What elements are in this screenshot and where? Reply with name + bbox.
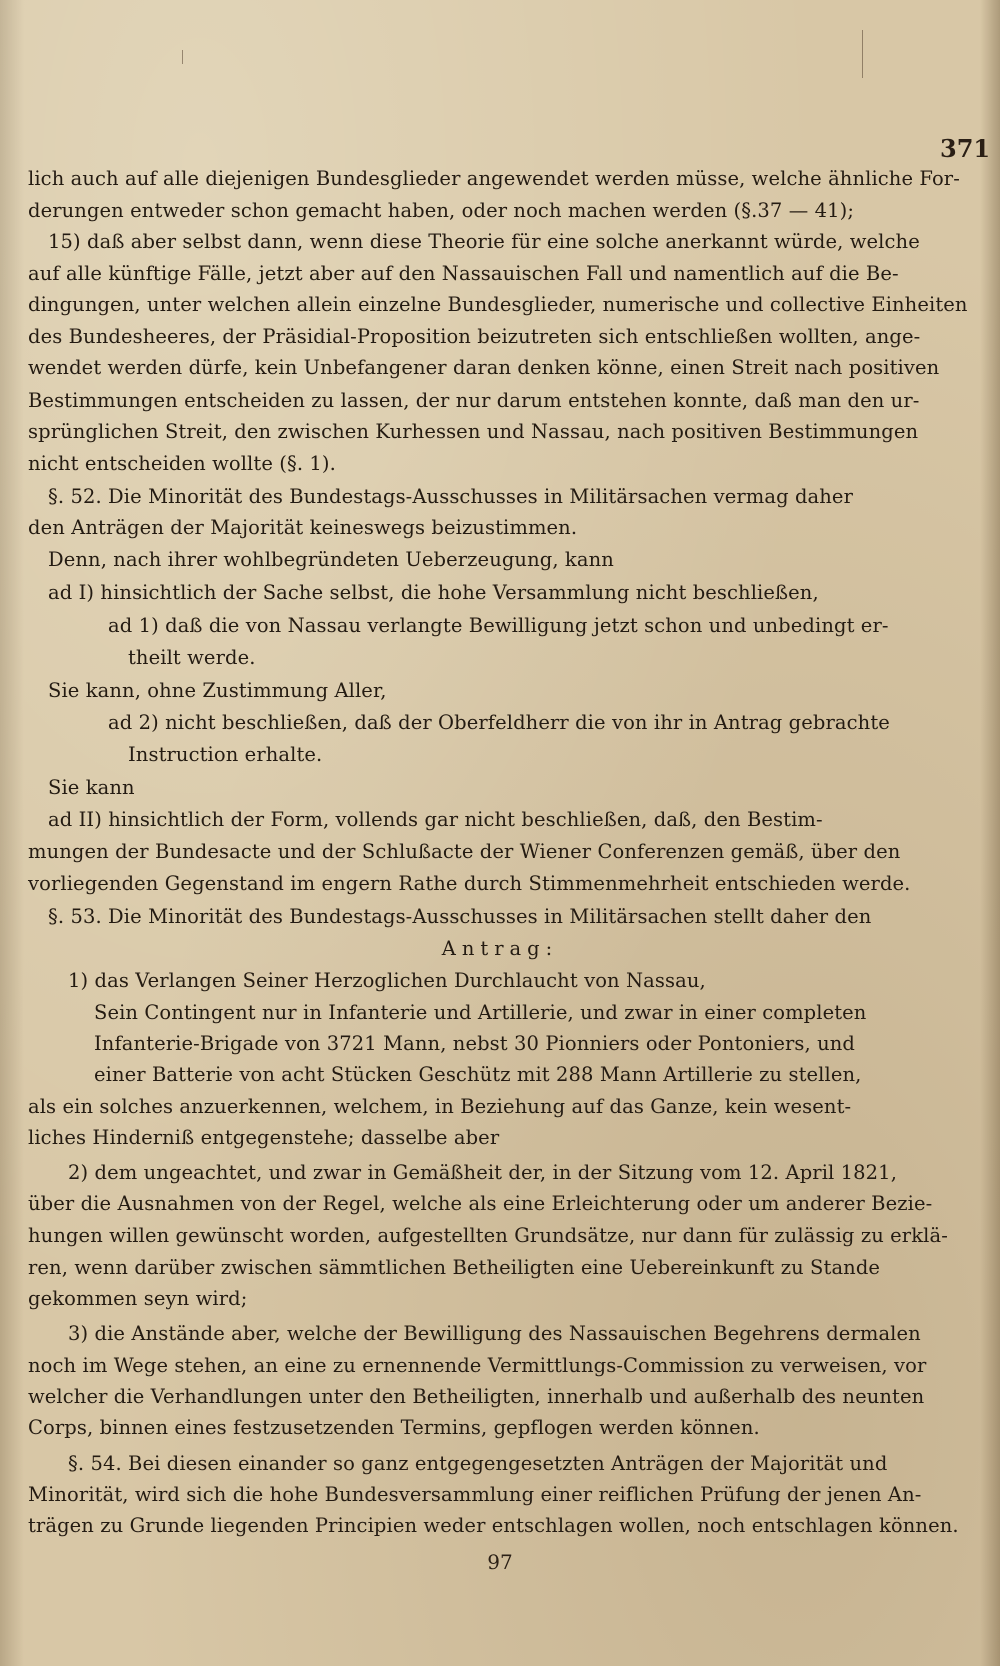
text-line: derungen entweder schon gemacht haben, oder noch machen werden (§.37 — 41); xyxy=(28,199,854,222)
page-number: 371 xyxy=(940,134,991,163)
text-line: über die Ausnahmen von der Regel, welche als eine Erleichterung oder um anderer Bezie- xyxy=(28,1192,933,1215)
text-line: hungen willen gewünscht worden, aufgestellten Grundsätze, nur dann für zulässig zu erklä- xyxy=(28,1224,948,1247)
text-line: gekommen seyn wird; xyxy=(28,1287,248,1310)
text-line: auf alle künftige Fälle, jetzt aber auf den Nassauischen Fall und namentlich auf die Be- xyxy=(28,262,899,285)
text-line: Sie kann, ohne Zustimmung Aller, xyxy=(48,679,387,702)
text-line: 1) das Verlangen Seiner Herzoglichen Durchlaucht von Nassau, xyxy=(68,969,706,992)
text-line: dingungen, unter welchen allein einzelne Bundesglieder, numerische und collective Einheiten xyxy=(28,293,968,316)
text-line: ren, wenn darüber zwischen sämmtlichen Betheiligten eine Uebereinkunft zu Stande xyxy=(28,1256,881,1279)
text-line: des Bundesheeres, der Präsidial-Proposition beizutreten sich entschließen wollten, ange- xyxy=(28,325,921,348)
text-line: Bestimmungen entscheiden zu lassen, der nur darum entstehen konnte, daß man den ur- xyxy=(28,389,920,412)
text-line: Corps, binnen eines festzusetzenden Termins, gepflogen werden können. xyxy=(28,1416,760,1439)
text-line: vorliegenden Gegenstand im engern Rathe durch Stimmenmehrheit entschieden werde. xyxy=(28,872,911,895)
margin-mark xyxy=(862,30,863,78)
text-line: theilt werde. xyxy=(128,646,256,669)
text-line: Instruction erhalte. xyxy=(128,743,323,766)
text-line: ad 1) daß die von Nassau verlangte Bewilligung jetzt schon und unbedingt er- xyxy=(108,614,889,637)
antrag-heading: Antrag: xyxy=(441,937,559,960)
text-line: Minorität, wird sich die hohe Bundesversammlung einer reiflichen Prüfung der jenen An- xyxy=(28,1483,922,1506)
margin-mark xyxy=(182,50,183,64)
text-line: 15) daß aber selbst dann, wenn diese Theorie für eine solche anerkannt würde, welche xyxy=(48,230,920,253)
text-line: trägen zu Grunde liegenden Principien weder entschlagen wollen, noch entschlagen können. xyxy=(28,1514,959,1537)
section-heading-53: §. 53. Die Minorität des Bundestags-Ausschusses in Militärsachen stellt daher den xyxy=(48,905,872,928)
text-line: noch im Wege stehen, an eine zu ernennende Vermittlungs-Commission zu verweisen, vor xyxy=(28,1354,927,1377)
footer-signature: 97 xyxy=(487,1550,513,1574)
text-line: den Anträgen der Majorität keineswegs beizustimmen. xyxy=(28,516,578,539)
text-line: Sein Contingent nur in Infanterie und Artillerie, und zwar in einer completen xyxy=(94,1001,867,1024)
text-line: sprünglichen Streit, den zwischen Kurhessen und Nassau, nach positiven Bestimmungen xyxy=(28,420,919,443)
section-heading-54: §. 54. Bei diesen einander so ganz entgegengesetzten Anträgen der Majorität und xyxy=(68,1452,888,1475)
text-line: lich auch auf alle diejenigen Bundesglieder angewendet werden müsse, welche ähnliche For- xyxy=(28,167,960,190)
text-line: als ein solches anzuerkennen, welchem, in Beziehung auf das Ganze, kein wesent- xyxy=(28,1095,852,1118)
section-heading-52: §. 52. Die Minorität des Bundestags-Ausschusses in Militärsachen vermag daher xyxy=(48,485,853,508)
text-line: welcher die Verhandlungen unter den Betheiligten, innerhalb und außerhalb des neunten xyxy=(28,1385,925,1408)
text-line: mungen der Bundesacte und der Schlußacte der Wiener Conferenzen gemäß, über den xyxy=(28,840,901,863)
text-line: ad II) hinsichtlich der Form, vollends gar nicht beschließen, daß, den Bestim- xyxy=(48,808,823,831)
text-line: Infanterie-Brigade von 3721 Mann, nebst 30 Pionniers oder Pontoniers, und xyxy=(94,1032,855,1055)
text-line: Denn, nach ihrer wohlbegründeten Ueberzeugung, kann xyxy=(48,548,614,571)
text-line: ad 2) nicht beschließen, daß der Oberfeldherr die von ihr in Antrag gebrachte xyxy=(108,711,890,734)
text-line: Sie kann xyxy=(48,776,135,799)
text-line: einer Batterie von acht Stücken Geschütz mit 288 Mann Artillerie zu stellen, xyxy=(94,1063,862,1086)
text-line: liches Hinderniß entgegenstehe; dasselbe aber xyxy=(28,1126,500,1149)
text-line: nicht entscheiden wollte (§. 1). xyxy=(28,452,336,475)
text-line: ad I) hinsichtlich der Sache selbst, die hohe Versammlung nicht beschließen, xyxy=(48,581,819,604)
text-line: wendet werden dürfe, kein Unbefangener daran denken könne, einen Streit nach positiven xyxy=(28,356,940,379)
text-line: 3) die Anstände aber, welche der Bewilligung des Nassauischen Begehrens dermalen xyxy=(68,1322,921,1345)
text-line: 2) dem ungeachtet, und zwar in Gemäßheit der, in der Sitzung vom 12. April 1821, xyxy=(68,1161,897,1184)
